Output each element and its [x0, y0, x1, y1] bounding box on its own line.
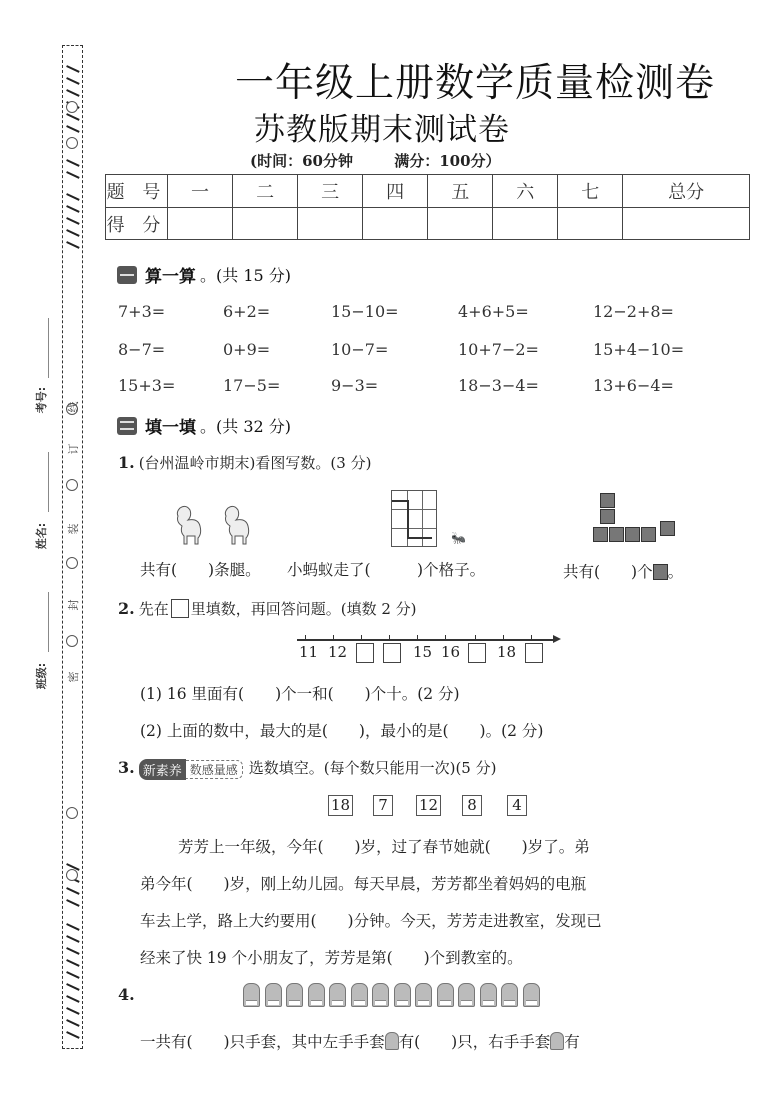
mitten-icon: [308, 983, 325, 1007]
mitten-icon: [351, 983, 368, 1007]
binding-char: 线: [67, 401, 80, 413]
section-two-badge-icon: [117, 417, 137, 435]
hatch-mark: [66, 171, 79, 178]
score-cell[interactable]: [428, 208, 493, 240]
punch-hole-icon: [66, 557, 78, 569]
number-line-blank[interactable]: [356, 643, 374, 663]
ant-path-line: [392, 491, 438, 548]
q4-text: 有: [564, 1033, 580, 1051]
horse-icon: [172, 504, 204, 546]
number-choice: 18: [328, 795, 353, 816]
calc-item: 15−10=: [331, 302, 399, 321]
hatch-mark: [66, 113, 79, 120]
number-choice: 7: [373, 795, 393, 816]
calc-item: 12−2+8=: [593, 302, 674, 321]
calc-item: 4+6+5=: [458, 302, 529, 321]
mitten-icon: [458, 983, 475, 1007]
exam-number-line: [48, 318, 49, 378]
hatch-mark: [66, 77, 79, 84]
number-line-label: 12: [328, 643, 348, 661]
binding-char: 装: [67, 523, 80, 535]
number-line-label: 11: [299, 643, 319, 661]
number-choice: 4: [507, 795, 527, 816]
hatch-mark: [66, 65, 79, 72]
cell: 总分: [623, 175, 750, 208]
section-1-points: 。(共 15 分): [200, 266, 292, 285]
question-number: 1.: [118, 453, 135, 472]
calc-item: 10+7−2=: [458, 340, 539, 359]
mitten-icon: [372, 983, 389, 1007]
cell: 得 分: [106, 208, 168, 240]
mitten-icon: [329, 983, 346, 1007]
name-line: [48, 452, 49, 512]
q4-answer-line: [140, 1030, 580, 1052]
calc-item: 17−5=: [223, 376, 281, 395]
cube-icon: [653, 564, 668, 580]
class-label: 班级:: [35, 662, 49, 690]
punch-hole-icon: [66, 479, 78, 491]
q2-sub-2: (2) 上面的数中，最大的是( )，最小的是( )。(2 分): [140, 722, 544, 740]
cell: 七: [558, 175, 623, 208]
calc-item: 13+6−4=: [593, 376, 674, 395]
blank-box-icon: [171, 599, 189, 618]
mitten-icon: [286, 983, 303, 1007]
punch-hole-icon: [66, 101, 78, 113]
exam-meta: [250, 150, 501, 171]
question-4: [118, 985, 139, 1004]
cell: 五: [428, 175, 493, 208]
tag-secondary: 数感量感: [186, 760, 243, 779]
time-limit: (时间：60分钟: [250, 152, 353, 170]
section-1-title: 算一算: [145, 267, 196, 287]
hatch-mark: [66, 241, 79, 248]
cell: 六: [493, 175, 558, 208]
q1-answer-a: 共有( )条腿。: [140, 561, 261, 579]
calc-item: 18−3−4=: [458, 376, 539, 395]
score-cell[interactable]: [298, 208, 363, 240]
hatch-mark: [66, 1031, 79, 1038]
binding-char: 封: [67, 599, 80, 611]
question-text: (台州温岭市期末)看图写数。(3 分): [138, 454, 372, 472]
calc-item: 15+4−10=: [593, 340, 685, 359]
ant-path-grid: [391, 490, 437, 547]
punch-hole-icon: [66, 635, 78, 647]
q1-answer-c: [563, 560, 683, 582]
q4-text: 一共有( )只手套，其中左手手套: [140, 1033, 385, 1051]
cell: 一: [168, 175, 233, 208]
hatch-mark: [66, 887, 79, 894]
page-subtitle: 苏教版期末测试卷: [254, 112, 510, 148]
hatch-mark: [66, 89, 79, 96]
hatch-mark: [66, 205, 79, 212]
hatch-mark: [66, 1007, 79, 1014]
full-score: 满分：100分）: [394, 152, 501, 170]
mitten-icon: [523, 983, 540, 1007]
literacy-tag: [139, 759, 243, 780]
question-number: 2.: [118, 599, 135, 618]
horse-icon: [220, 504, 252, 546]
q3-paragraph-line: 芳芳上一年级，今年( )岁，过了春节她就( )岁了。弟: [178, 838, 590, 856]
calc-item: 7+3=: [118, 302, 166, 321]
number-line-label: 16: [441, 643, 461, 661]
question-text: 选数填空。(每个数只能用一次)(5 分): [248, 759, 497, 777]
number-line-label: 15: [413, 643, 433, 661]
binding-strip: [62, 45, 83, 1049]
number-line-blank[interactable]: [525, 643, 543, 663]
hatch-mark: [66, 229, 79, 236]
number-line-blank[interactable]: [383, 643, 401, 663]
mitten-icon: [480, 983, 497, 1007]
hatch-mark: [66, 923, 79, 930]
cell: 三: [298, 175, 363, 208]
binding-char: 密: [67, 671, 80, 683]
score-cell[interactable]: [168, 208, 233, 240]
punch-hole-icon: [66, 807, 78, 819]
class-line: [48, 592, 49, 652]
section-one-badge-icon: [117, 266, 137, 284]
calc-item: 15+3=: [118, 376, 176, 395]
mitten-icon: [394, 983, 411, 1007]
number-choice: 8: [462, 795, 482, 816]
question-text: 先在: [138, 600, 169, 618]
cell: 四: [363, 175, 428, 208]
hatch-mark: [66, 159, 79, 166]
hatch-mark: [66, 971, 79, 978]
score-table-score-row: [106, 208, 750, 240]
ant-icon: 🐜: [451, 531, 466, 545]
cell: 题 号: [106, 175, 168, 208]
question-3: [118, 757, 496, 780]
score-table-header-row: [106, 175, 750, 208]
q1-c-text: 共有( )个: [563, 563, 653, 581]
binding-char: 订: [67, 443, 80, 455]
hatch-mark: [66, 995, 79, 1002]
name-label: 姓名:: [35, 522, 49, 550]
hatch-mark: [66, 217, 79, 224]
section-1-heading: [117, 262, 291, 287]
punch-hole-icon: [66, 137, 78, 149]
score-cell[interactable]: [363, 208, 428, 240]
q3-paragraph-line: 车去上学，路上大约要用( )分钟。今天，芳芳走进教室，发现已: [140, 912, 602, 930]
score-cell[interactable]: [233, 208, 298, 240]
calc-item: 9−3=: [331, 376, 379, 395]
hatch-mark: [66, 125, 79, 132]
hatch-mark: [66, 193, 79, 200]
question-number: 4.: [118, 985, 135, 1004]
q1-answer-b: 小蚂蚁走了( )个格子。: [287, 561, 486, 579]
question-2: [118, 598, 417, 619]
section-2-title: 填一填: [145, 418, 196, 438]
mitten-icon: [437, 983, 454, 1007]
tag-primary: 新素养: [139, 759, 186, 780]
hatch-mark: [66, 935, 79, 942]
q4-text: 有( )只，右手手套: [398, 1033, 551, 1051]
calc-item: 8−7=: [118, 340, 166, 359]
hatch-mark: [66, 947, 79, 954]
score-cell[interactable]: [558, 208, 623, 240]
section-2-points: 。(共 32 分): [200, 417, 292, 436]
right-mitten-icon: [550, 1032, 564, 1050]
hatch-mark: [66, 983, 79, 990]
score-cell[interactable]: [623, 208, 750, 240]
question-1: [118, 452, 371, 473]
calc-item: 0+9=: [223, 340, 271, 359]
score-cell[interactable]: [493, 208, 558, 240]
mitten-icon: [501, 983, 518, 1007]
mitten-icon: [265, 983, 282, 1007]
calc-item: 10−7=: [331, 340, 389, 359]
hatch-mark: [66, 899, 79, 906]
hatch-mark: [66, 959, 79, 966]
number-line-blank[interactable]: [468, 643, 486, 663]
question-number: 3.: [118, 758, 135, 777]
hatch-mark: [66, 1019, 79, 1026]
number-choice: 12: [416, 795, 441, 816]
exam-number-label: 考号:: [35, 386, 49, 414]
score-table: [105, 174, 750, 240]
mitten-icon: [243, 983, 260, 1007]
page-title: 一年级上册数学质量检测卷: [235, 61, 716, 106]
q2-sub-1: (1) 16 里面有( )个一和( )个十。(2 分): [140, 685, 460, 703]
mitten-icon: [415, 983, 432, 1007]
q3-paragraph-line: 经来了快 19 个小朋友了，芳芳是第( )个到教室的。: [140, 949, 523, 967]
punch-hole-icon: [66, 869, 78, 881]
left-mitten-icon: [385, 1032, 399, 1050]
number-line: [297, 639, 555, 641]
calc-item: 6+2=: [223, 302, 271, 321]
question-text: 里填数，再回答问题。(填数 2 分): [190, 600, 417, 618]
number-line-label: 18: [497, 643, 517, 661]
cell: 二: [233, 175, 298, 208]
q3-paragraph-line: 弟今年( )岁，刚上幼儿园。每天早晨，芳芳都坐着妈妈的电瓶: [140, 875, 587, 893]
q1-c-end: 。: [667, 563, 684, 581]
section-2-heading: [117, 413, 291, 438]
